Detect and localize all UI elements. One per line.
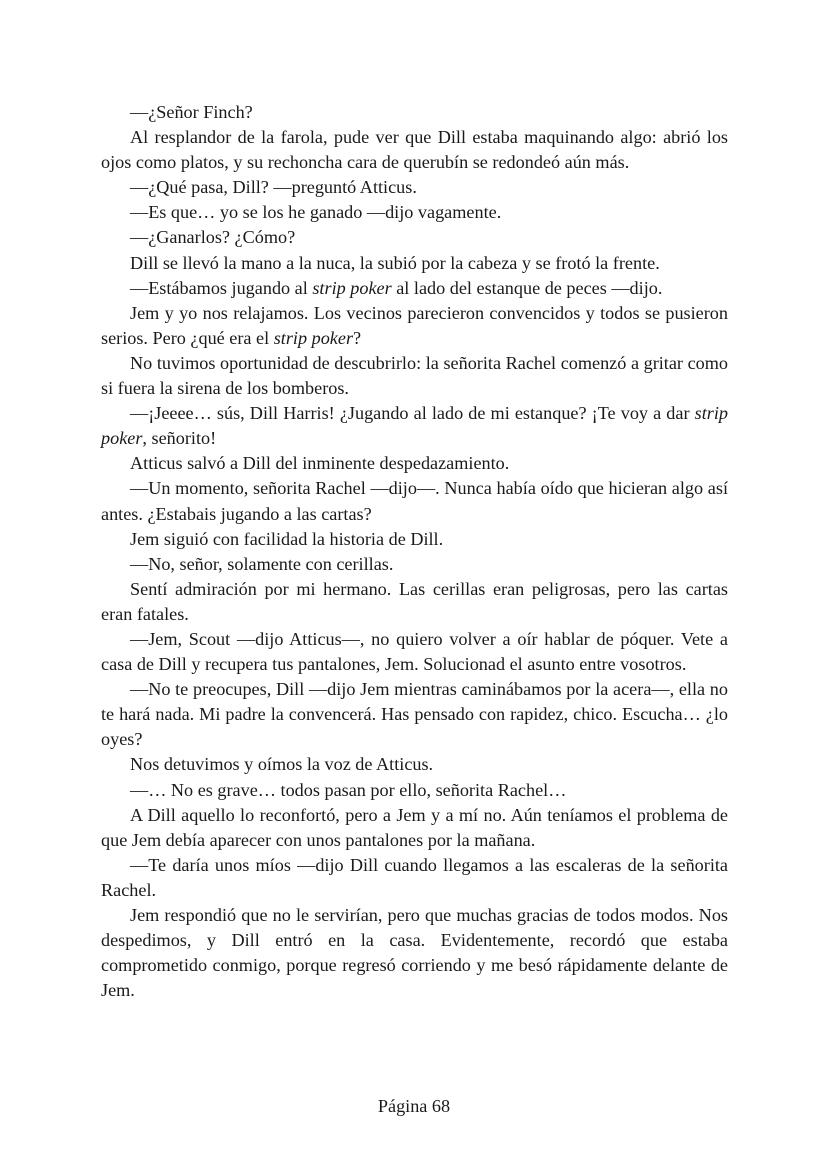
paragraph: Jem siguió con facilidad la historia de Dill. xyxy=(130,528,444,549)
paragraph: Jem y yo nos relajamos. Los vecinos parecieron convencidos y todos se pusieron serios. Pero ¿qué era el strip poker? xyxy=(101,302,728,348)
paragraph: Nos detuvimos y oímos la voz de Atticus. xyxy=(130,754,434,775)
paragraph: —¿Ganarlos? ¿Cómo? xyxy=(130,227,296,248)
page-body xyxy=(101,100,728,1003)
paragraph: —Estábamos jugando al strip poker al lado del estanque de peces —dijo. xyxy=(130,277,663,298)
paragraph: No tuvimos oportunidad de descubrirlo: la señorita Rachel comenzó a gritar como si fuera la sirena de los bomberos. xyxy=(101,352,728,399)
paragraph: —Jem, Scout —dijo Atticus—, no quiero volver a oír hablar de póquer. Vete a casa de Dill y recupera tus pantalones, Jem. Solucionad el asunto entre vosotros. xyxy=(101,628,728,675)
paragraph: Atticus salvó a Dill del inminente despedazamiento. xyxy=(130,453,510,474)
page-number: Página 68 xyxy=(377,1096,451,1116)
italic-term: strip poker xyxy=(312,277,392,298)
paragraph: Al resplandor de la farola, pude ver que Dill estaba maquinando algo: abrió los ojos como platos, y su rechoncha cara de querubín se redondeó aún más. xyxy=(101,127,728,173)
paragraph: —No te preocupes, Dill —dijo Jem mientras caminábamos por la acera—, ella no te hará nada. Mi padre la convencerá. Has pensado con rapidez, chico. Escucha… ¿lo oyes? xyxy=(101,679,728,750)
paragraph: Jem respondió que no le servirían, pero que muchas gracias de todos modos. Nos despedimos, y Dill entró en la casa. Evidentemente, recordó que estaba comprometido conmigo, porque regresó corriendo y me besó rápidamente delante de Jem. xyxy=(101,905,728,1001)
paragraph: —¿Señor Finch? xyxy=(130,102,253,122)
paragraph: —Es que… yo se los he ganado —dijo vagamente. xyxy=(130,202,502,223)
paragraph: Sentí admiración por mi hermano. Las cerillas eran peligrosas, pero las cartas eran fatales. xyxy=(101,578,728,624)
italic-term: strip poker xyxy=(273,327,354,348)
paragraph: —No, señor, solamente con cerillas. xyxy=(130,553,394,574)
paragraph: —Un momento, señorita Rachel —dijo—. Nunca había oído que hicieran algo así antes. ¿Estabais jugando a las cartas? xyxy=(101,478,728,524)
italic-term: strip poker xyxy=(101,403,728,449)
paragraph: —… No es grave… todos pasan por ello, señorita Rachel… xyxy=(130,779,567,800)
paragraph: —¡Jeeee… sús, Dill Harris! ¿Jugando al lado de mi estanque? ¡Te voy a dar strip poker, señorito! xyxy=(101,403,728,449)
paragraph: —¿Qué pasa, Dill? —preguntó Atticus. xyxy=(130,177,417,198)
paragraph: Dill se llevó la mano a la nuca, la subió por la cabeza y se frotó la frente. xyxy=(130,252,660,273)
paragraph: —Te daría unos míos —dijo Dill cuando llegamos a las escaleras de la señorita Rachel. xyxy=(101,854,728,900)
paragraph: A Dill aquello lo reconfortó, pero a Jem y a mí no. Aún teníamos el problema de que Jem debía aparecer con unos pantalones por la mañana. xyxy=(101,804,728,850)
